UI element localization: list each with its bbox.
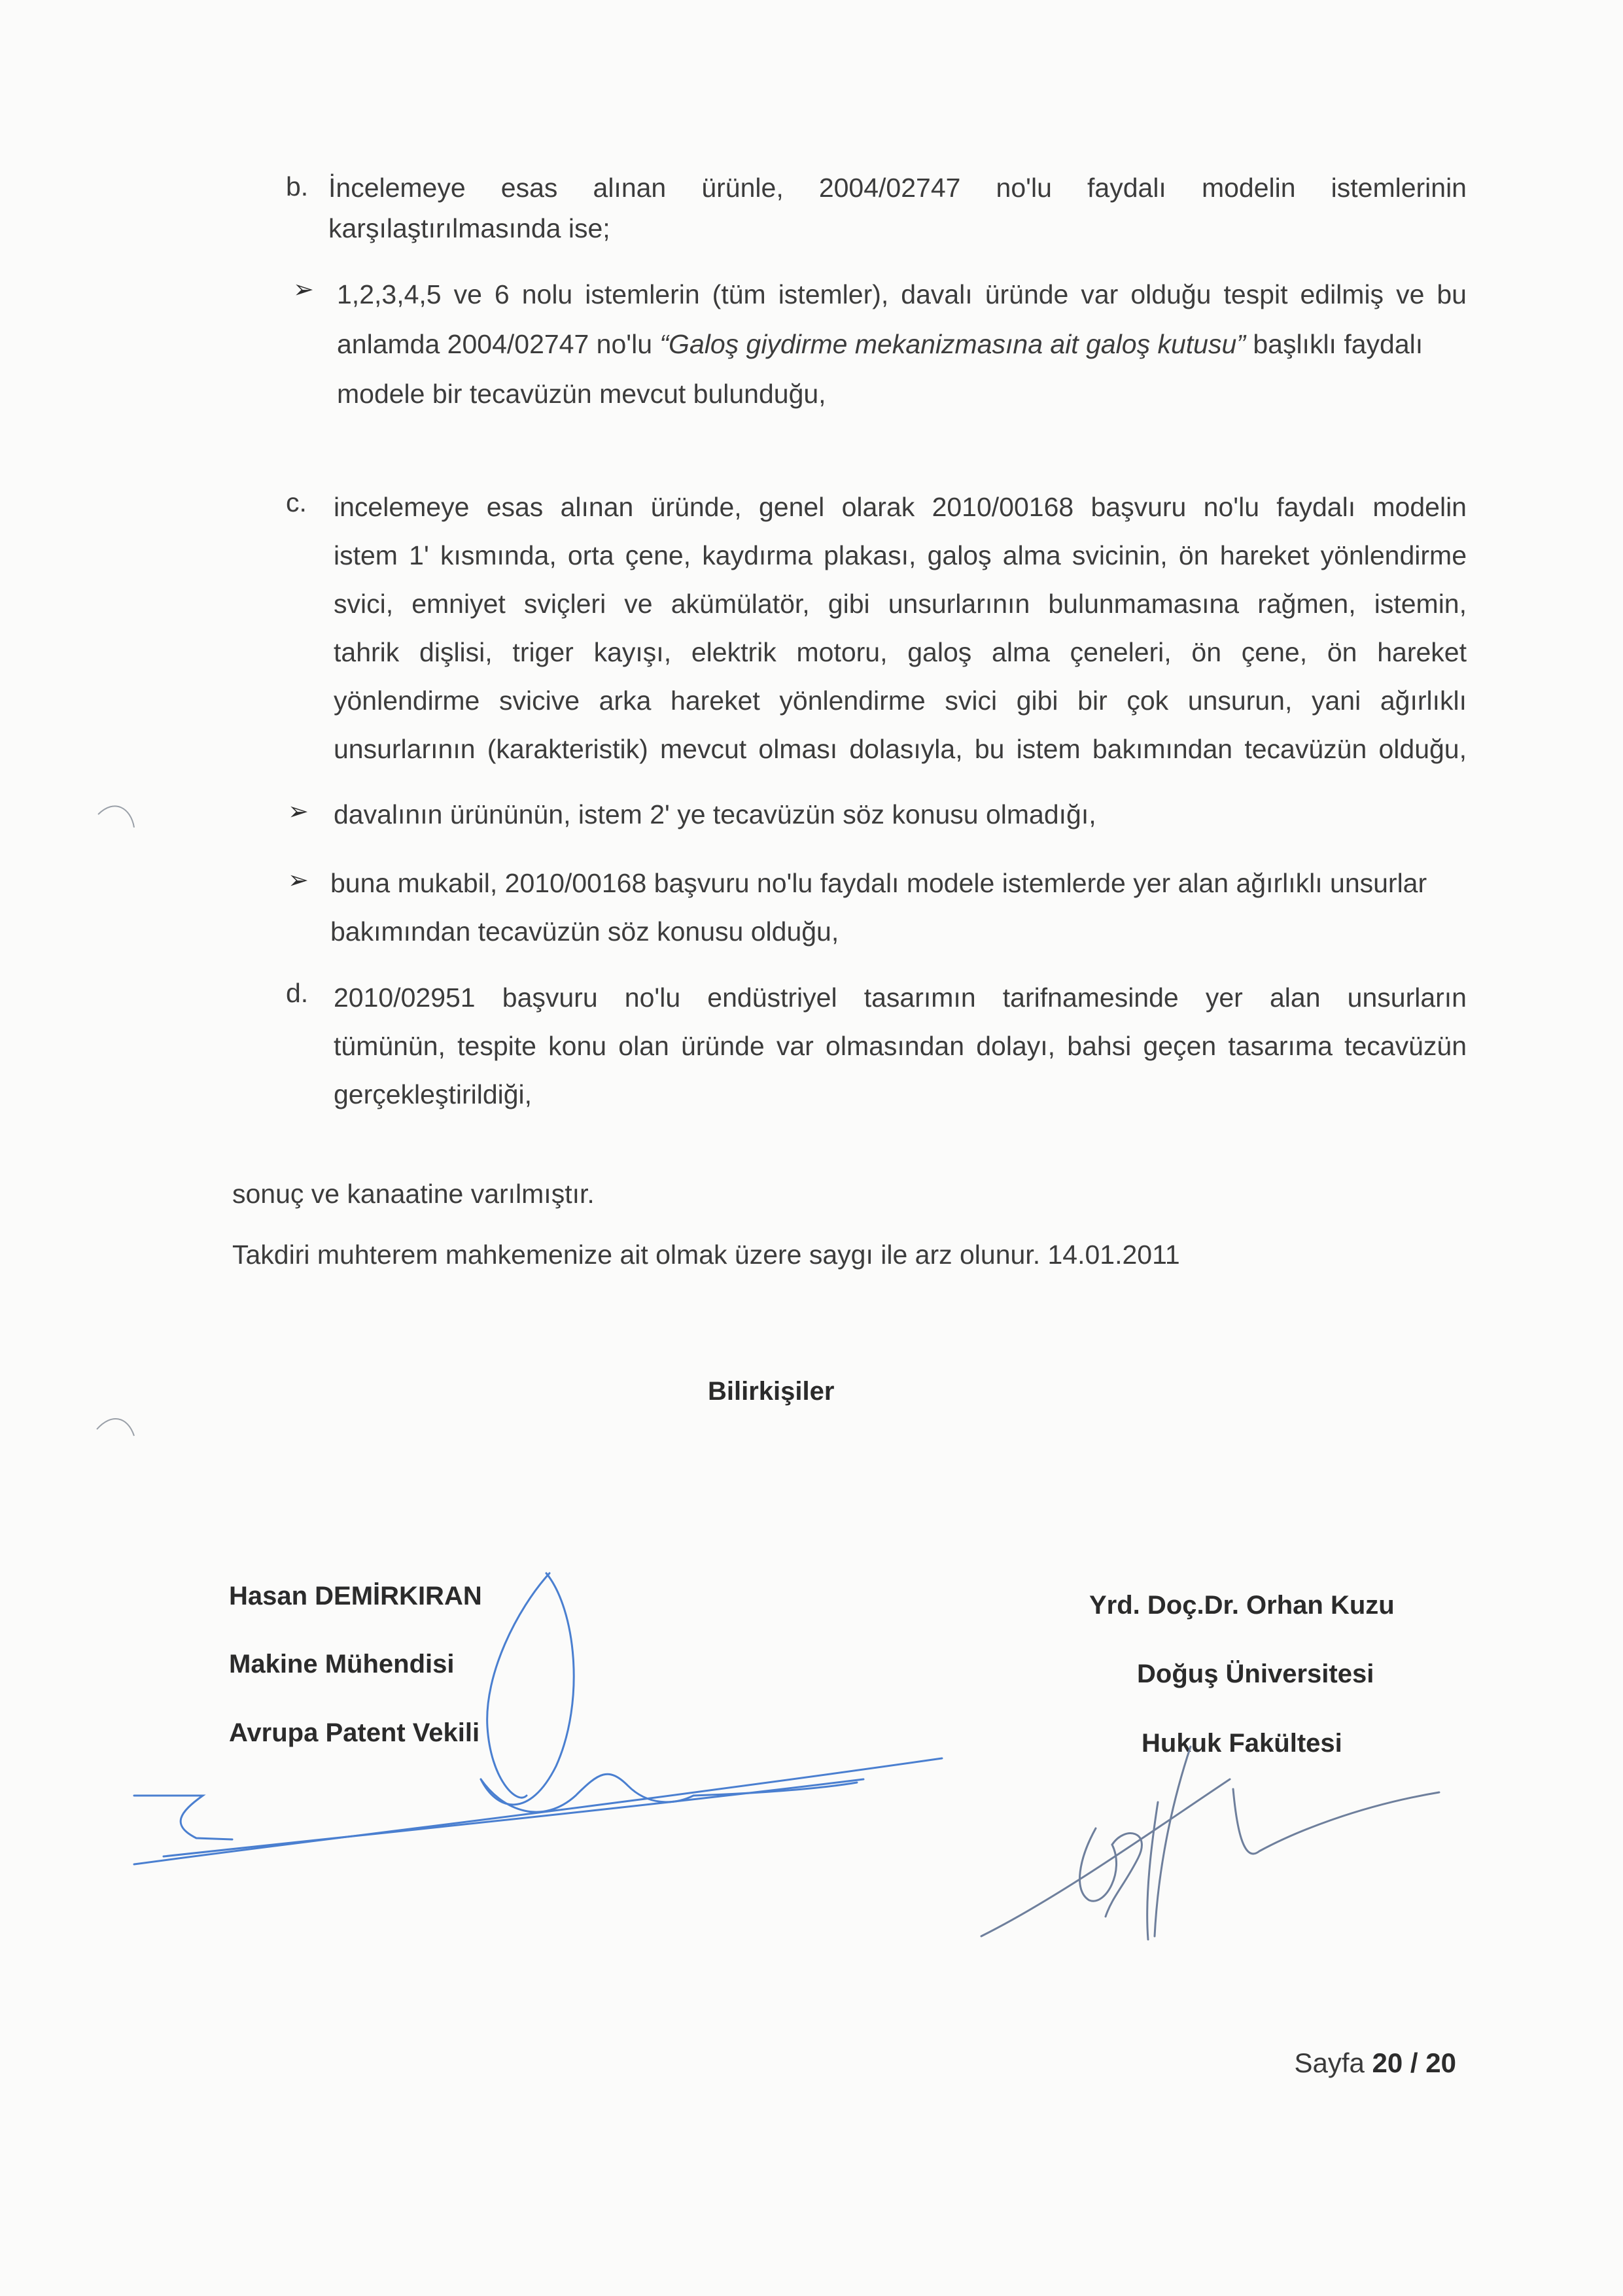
page-current: 20 (1372, 2047, 1403, 2078)
closing-text: Takdiri muhterem mahkemenize ait olmak üzere saygı ile arz olunur. 14.01.2011 (232, 1240, 1180, 1270)
section-b-line-2: karşılaştırılmasında ise; (328, 213, 610, 243)
conclusion-text: sonuç ve kanaatine varılmıştır. (232, 1179, 595, 1209)
arrow-bullet-icon: ➢ (288, 867, 309, 894)
section-b-bullet-line-2-end: başlıklı faydalı (1245, 329, 1423, 359)
page-total: 20 (1425, 2047, 1456, 2078)
scan-artifacts (97, 806, 134, 1436)
section-c-line-5: yönlendirme svicive arka hareket yönlendirme svici gibi bir çok unsurun, yani ağırlıklı (334, 686, 1467, 716)
section-c-marker: c. (286, 487, 307, 517)
section-c-line-6: unsurlarının (karakteristik) mevcut olması dolasıyla, bu istem bakımından tecavüzün olduğu, (334, 734, 1467, 764)
section-c-line-1: incelemeye esas alınan üründe, genel olarak 2010/00168 başvuru no'lu faydalı modelin (334, 492, 1467, 522)
signer-right-name: Yrd. Doç.Dr. Orhan Kuzu (1089, 1591, 1395, 1620)
utility-model-title: “Galoş giydirme mekanizmasına ait galoş kutusu” (659, 329, 1246, 359)
section-d-marker: d. (286, 978, 309, 1008)
section-c-bullet-1: davalının ürününün, istem 2' ye tecavüzün söz konusu olmadığı, (334, 799, 1096, 829)
section-d-line-3: gerçekleştirildiği, (334, 1079, 532, 1109)
signer-right-faculty: Hukuk Fakültesi (1142, 1729, 1342, 1758)
section-b-marker: b. (286, 171, 309, 201)
section-d-line-2: tümünün, tespite konu olan üründe var olmasından dolayı, bahsi geçen tasarıma tecavüzün (334, 1031, 1467, 1061)
arrow-bullet-icon: ➢ (288, 798, 309, 826)
section-b-bullet-line-2-start: anlamda 2004/02747 no'lu (337, 329, 660, 359)
signer-left-name: Hasan DEMİRKIRAN (229, 1582, 482, 1610)
section-c-line-3: svici, emniyet sviçleri ve akümülatör, gibi unsurlarının bulunmamasına rağmen, istemin, (334, 589, 1467, 619)
signer-right-institution: Doğuş Üniversitesi (1137, 1660, 1374, 1688)
section-c-bullet-2-line-2: bakımından tecavüzün söz konusu olduğu, (330, 916, 839, 947)
section-c-bullet-2-line-1: buna mukabil, 2010/00168 başvuru no'lu faydalı modele istemlerde yer alan ağırlıklı unsurlar (330, 868, 1427, 898)
section-b-line-1: İncelemeye esas alınan ürünle, 2004/02747 no'lu faydalı modelin istemlerinin (328, 173, 1467, 203)
signer-left-role: Avrupa Patent Vekili (229, 1718, 480, 1747)
section-b-bullet-line-3: modele bir tecavüzün mevcut bulunduğu, (337, 379, 826, 409)
signer-left-title: Makine Mühendisi (229, 1650, 455, 1679)
section-b-bullet-line-1: 1,2,3,4,5 ve 6 nolu istemlerin (tüm istemler), davalı üründe var olduğu tespit edilmiş ve bu (337, 279, 1467, 309)
section-d-line-1: 2010/02951 başvuru no'lu endüstriyel tasarımın tarifnamesinde yer alan unsurların (334, 983, 1467, 1013)
experts-heading: Bilirkişiler (708, 1377, 835, 1406)
page-separator: / (1403, 2047, 1426, 2078)
signature-right (981, 1747, 1439, 1939)
section-c-line-2: istem 1' kısmında, orta çene, kaydırma plakası, galoş alma svicinin, ön hareket yönlendirme (334, 540, 1467, 570)
section-c-line-4: tahrik dişlisi, triger kayışı, elektrik motoru, galoş alma çeneleri, ön çene, ön hareket (334, 637, 1467, 667)
arrow-bullet-icon: ➢ (293, 276, 314, 304)
page-number-prefix: Sayfa (1294, 2047, 1372, 2078)
page-number (1294, 2047, 1456, 2079)
signature-left (134, 1573, 942, 1864)
